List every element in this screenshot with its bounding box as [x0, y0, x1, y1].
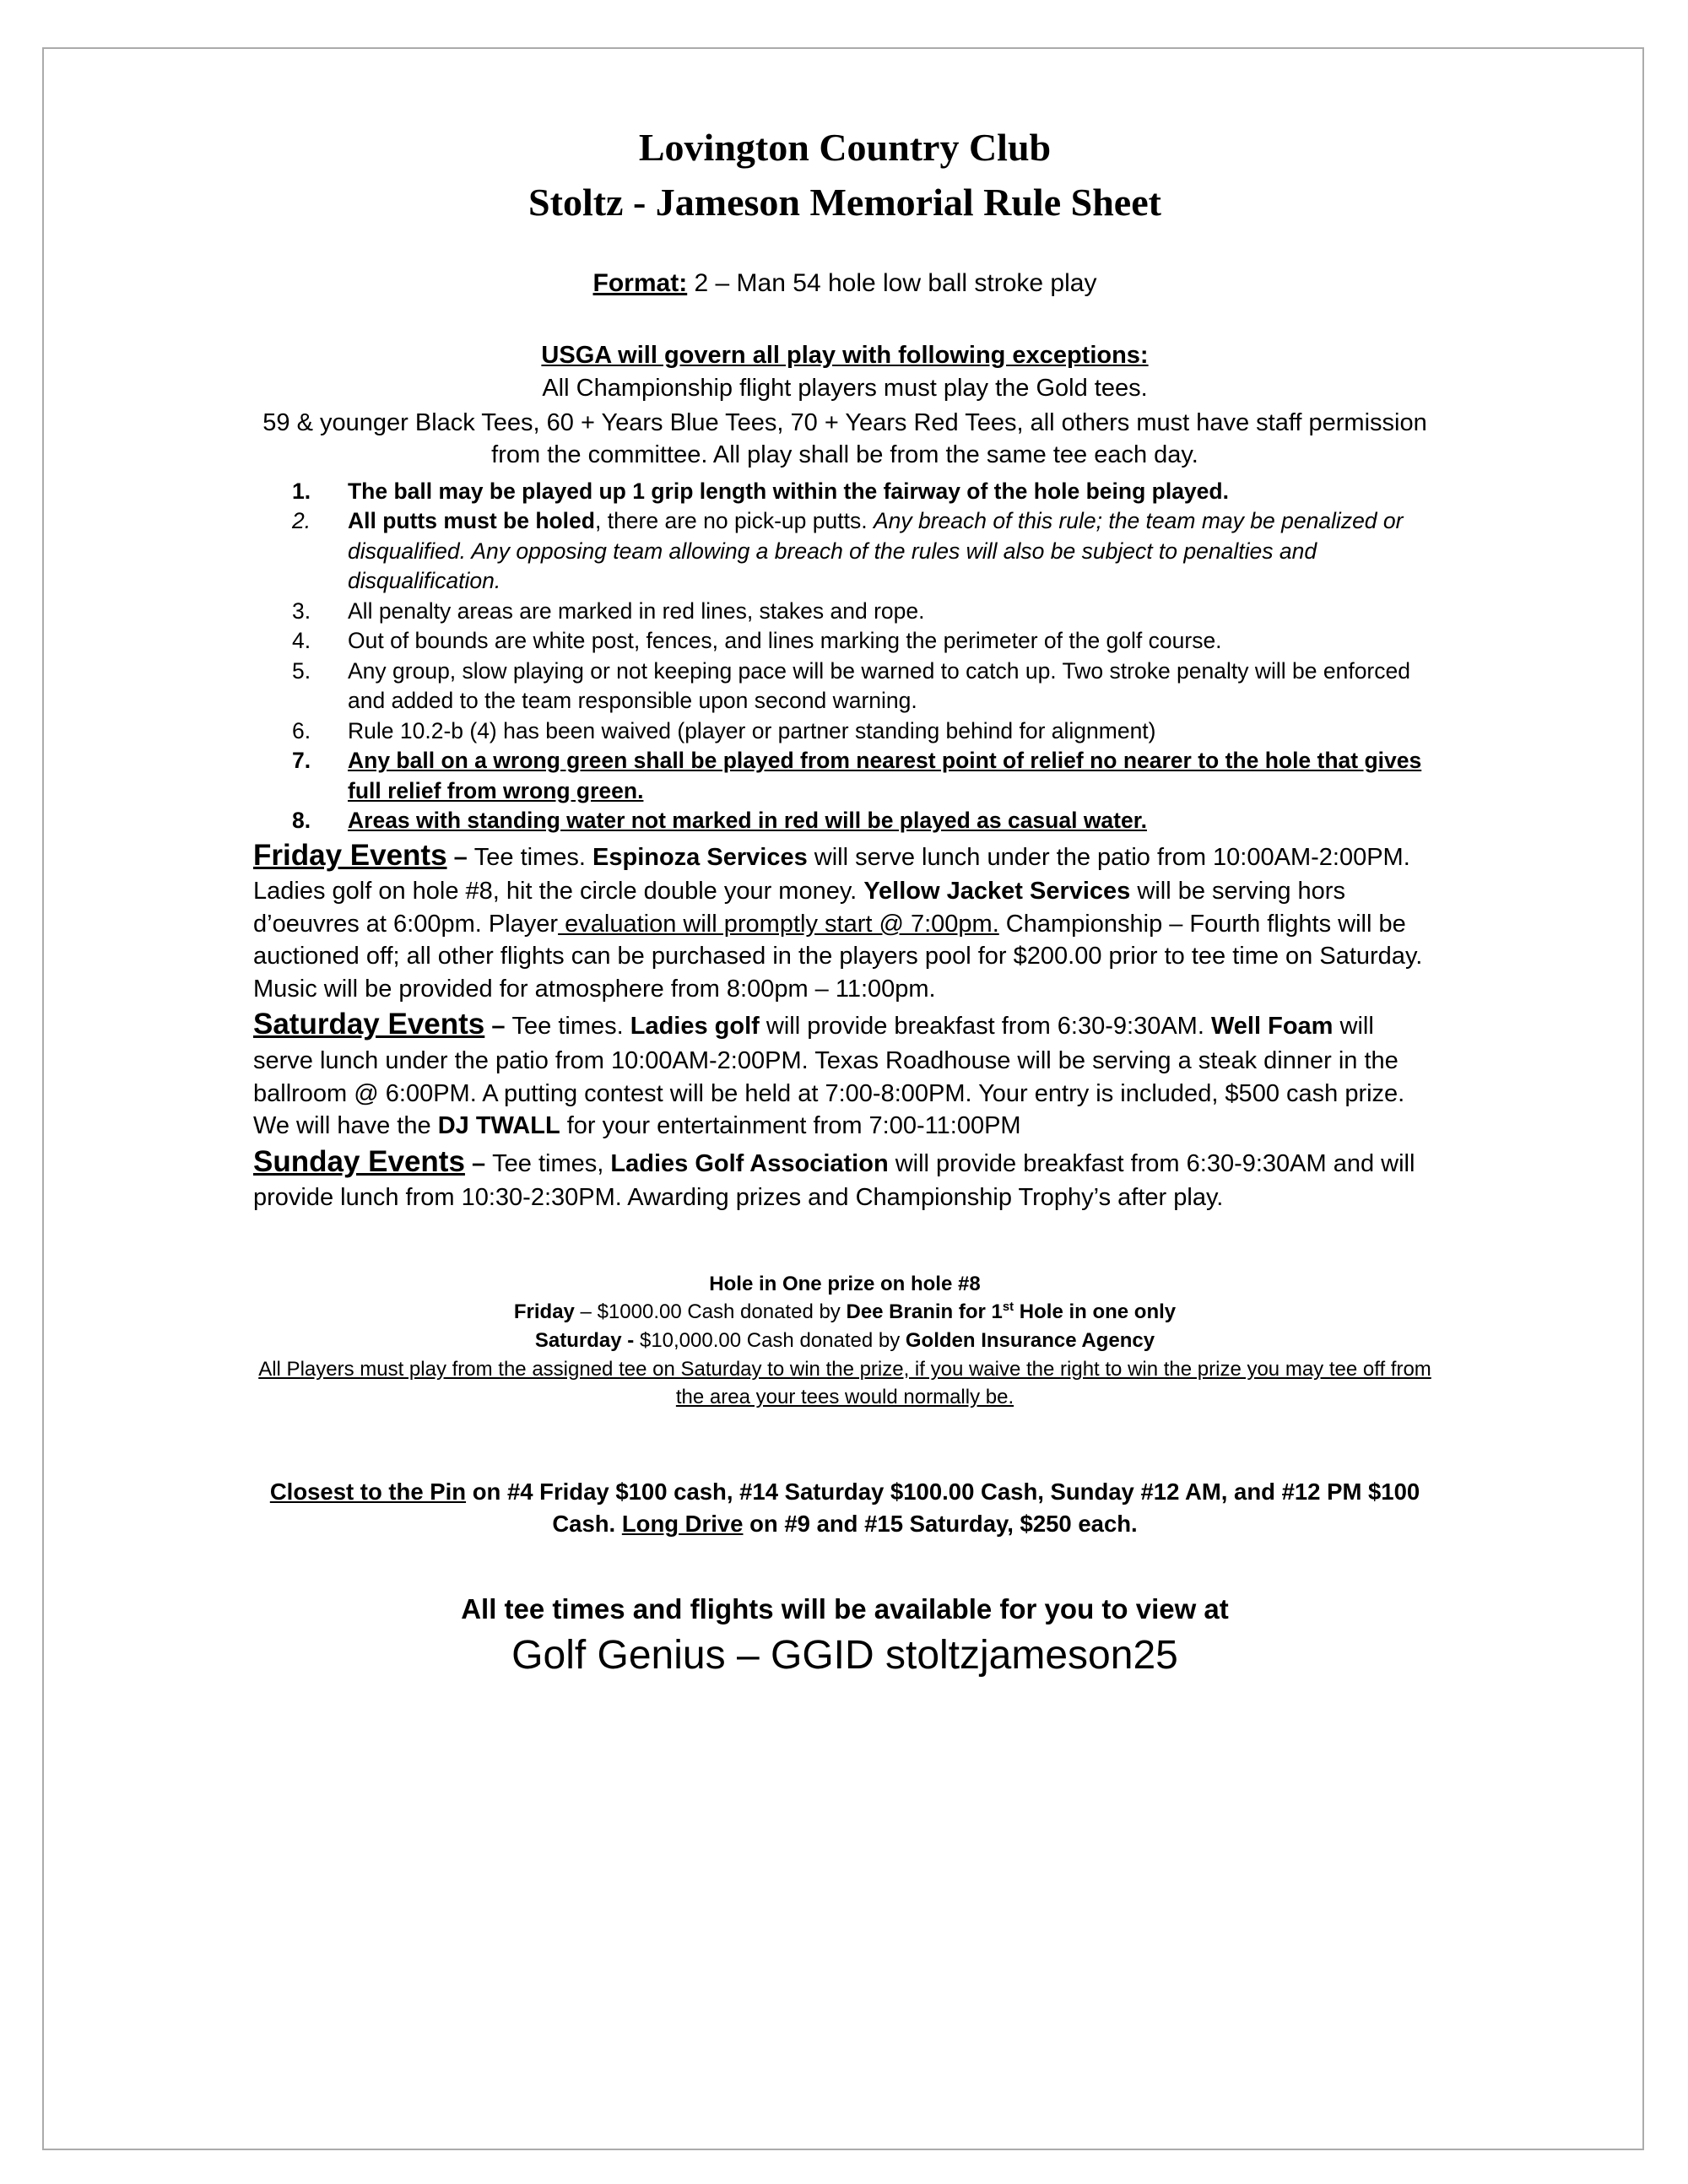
rule-item-4: [292, 626, 1436, 657]
format-label: Format:: [592, 268, 688, 297]
rule-item-7: [292, 746, 1436, 806]
rule-number-2: 2.: [292, 508, 311, 534]
rule-text-7: Any ball on a wrong green shall be played from nearest point of relief no nearer to the hole that gives full relief from wrong green.: [348, 748, 1422, 803]
usga-line1: All Championship flight players must play the Gold tees.: [542, 374, 1148, 402]
usga-heading: USGA will govern all play with following exceptions:: [541, 341, 1149, 369]
rule-item-5: [292, 657, 1436, 716]
rule-number-7: 7.: [292, 748, 311, 774]
rule-item-6: [292, 716, 1436, 747]
sunday-events-paragraph: Sunday Events – Tee times, Ladies Golf Association will provide breakfast from 6:30-9:30AM and will provide lunch from 10:30-2:30PM. Awarding prizes and Championship Trophy’s after play.: [253, 1144, 1415, 1212]
rule-item-1: [292, 477, 1436, 507]
rule-text-1: The ball may be played up 1 grip length within the fairway of the hole being played.: [348, 478, 1229, 504]
rule-number-5: 5.: [292, 657, 311, 684]
footer-golf-genius-line: Golf Genius – GGID stoltzjameson25: [511, 1632, 1178, 1678]
closest-to-pin-paragraph: Closest to the Pin on #4 Friday $100 cash, #14 Saturday $100.00 Cash, Sunday #12 AM, and #12 PM $100 Cash. Long Drive on #9 and #15 Saturday, $250 each.: [269, 1478, 1420, 1538]
hole-in-one-saturday-line: Saturday - $10,000.00 Cash donated by Golden Insurance Agency: [534, 1329, 1155, 1353]
rule-item-3: [292, 597, 1436, 627]
rule-number-3: 3.: [292, 597, 311, 624]
rule-text-5: Any group, slow playing or not keeping pace will be warned to catch up. Two stroke penalty will be enforced and added to the team responsible upon second warning.: [348, 657, 1410, 714]
footer-tee-times-line: All tee times and flights will be available for you to view at: [461, 1592, 1229, 1624]
hole-in-one-note: All Players must play from the assigned tee on Saturday to win the prize, if you waive the right to win the prize you may tee off from the area your tees would normally be.: [258, 1357, 1431, 1409]
rules-list: [253, 477, 1436, 836]
hole-in-one-heading: Hole in One prize on hole #8: [709, 1272, 981, 1295]
format-text: 2 – Man 54 hole low ball stroke play: [687, 268, 1097, 297]
saturday-events-paragraph: Saturday Events – Tee times. Ladies golf will provide breakfast from 6:30-9:30AM. Well Foam will serve lunch under the patio from 10:00AM-2:00PM. Texas Roadhouse will be serving a steak dinner in the ballroom @ 6:00PM. A putting contest will be held at 7:00-8:00PM. Your entry is included, $500 cash prize. We will have the DJ TWALL for your entertainment from 7:00-11:00PM: [253, 1008, 1405, 1140]
rule-text-4: Out of bounds are white post, fences, and lines marking the perimeter of the golf course.: [348, 628, 1222, 654]
format-line: [253, 269, 1436, 298]
rule-number-4: 4.: [292, 628, 311, 654]
rule-number-8: 8.: [292, 808, 311, 834]
document-title-line2: Stoltz - Jameson Memorial Rule Sheet: [528, 181, 1161, 224]
rule-number-1: 1.: [292, 478, 311, 504]
rule-number-6: 6.: [292, 717, 311, 743]
hole-in-one-friday-line: Friday – $1000.00 Cash donated by Dee Branin for 1st Hole in one only: [513, 1300, 1177, 1324]
usga-line2: 59 & younger Black Tees, 60 + Years Blue Tees, 70 + Years Red Tees, all others must have staff permission from the committee. All play shall be from the same tee each day.: [262, 409, 1427, 468]
rule-text-3: All penalty areas are marked in red lines, stakes and rope.: [348, 597, 925, 624]
friday-events-paragraph: Friday Events – Tee times. Espinoza Services will serve lunch under the patio from 10:00AM-2:00PM. Ladies golf on hole #8, hit the circle double your money. Yellow Jacket Services will be serving hors d’oeuvres at 6:00pm. Player evaluation will promptly start @ 7:00pm. Championship – Fourth flights will be auctioned off; all other flights can be purchased in the players pool for $200.00 prior to tee time on Saturday. Music will be provided for atmosphere from 8:00pm – 11:00pm.: [253, 838, 1423, 1003]
rule-text-2: All putts must be holed, there are no pick-up putts. Any breach of this rule; the team may be penalized or disqualified. Any opposing team allowing a breach of the rules will also be subject to penalties and disqualification.: [348, 508, 1404, 594]
hole-in-one-section: [253, 1270, 1436, 1412]
document-title-line1: Lovington Country Club: [638, 126, 1052, 169]
rule-text-8: Areas with standing water not marked in red will be played as casual water.: [348, 808, 1147, 834]
rule-text-6: Rule 10.2-b (4) has been waived (player or partner standing behind for alignment): [348, 717, 1156, 743]
rule-item-2: [292, 506, 1436, 597]
document-page: [42, 47, 1644, 2150]
rule-item-8: [292, 806, 1436, 836]
